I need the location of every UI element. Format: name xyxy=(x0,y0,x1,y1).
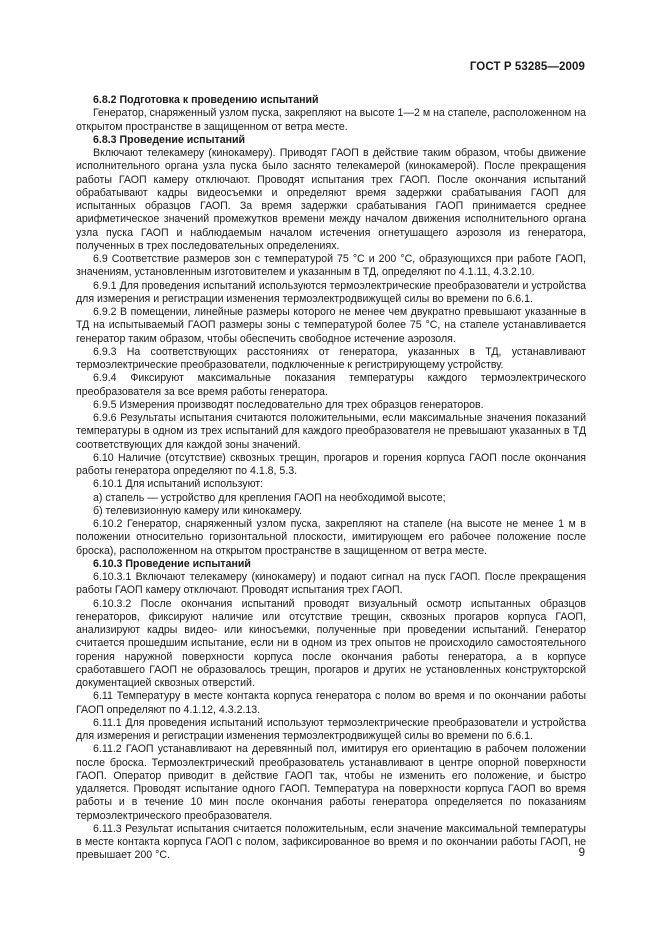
document-header: ГОСТ Р 53285—2009 xyxy=(469,61,585,73)
paragraph: 6.10.3.2 После окончания испытаний проводят визуальный осмотр испытанных образцов генераторов, фиксируют наличие или отсутствие трещин, сквозных прогаров корпуса ГАОП, анализируют кадры видео- или киносъемки, полученные при проведении испытаний. Генератор считается прошедшим испытание, если ни в одном из трех опытов не происходило самостоятельного горения наружной поверхности корпуса после окончания работы генератора, а в корпусе сработавшего ГАОП не образовалось трещин, прогаров и других не установленных конструкторской документацией сквозных отверстий. xyxy=(76,597,586,689)
paragraph: 6.9 Соответствие размеров зон с температурой 75 °С и 200 °С, образующихся при работе ГАОП, значениям, установленным изготовителем и указанным в ТД, определяют по 4.1.11, 4.3.2.10. xyxy=(76,253,586,279)
section-heading: 6.8.2 Подготовка к проведению испытаний xyxy=(93,94,319,106)
page-number: 9 xyxy=(578,847,585,859)
paragraph: Генератор, снаряженный узлом пуска, закрепляют на высоте 1—2 м на стапеле, расположенном на открытом пространстве в защищенном от ветра месте. xyxy=(76,107,587,133)
paragraph: 6.10.2 Генератор, снаряженный узлом пуска, закрепляют на стапеле (на высоте не менее 1 м в положении относительно горизонтальной плоскости, имитирующем его рабочее положение после броска), расположенном на открытом пространстве в защищенном от ветра месте. xyxy=(76,518,586,557)
paragraph: 6.9.2 В помещении, линейные размеры которого не менее чем двукратно превышают указанные в ТД на испытываемый ГАОП размеры зоны с температурой более 75 °С, на стапеле устанавливается генератор таким образом, чтобы обеспечить свободное истечение аэрозоля. xyxy=(76,306,586,345)
paragraph: 6.11.2 ГАОП устанавливают на деревянный пол, имитируя его ориентацию в рабочем положении после броска. Термоэлектрический преобразователь устанавливают в центре опорной поверхности ГАОП. Оператор приводит в действие ГАОП так, чтобы не изменить его положение, и быстро удаляется. Проводят испытание одного ГАОП. Температура на поверхности корпуса ГАОП во время работы и в течение 10 мин после окончания работы генератора определяется по показаниям термоэлектрического преобразователя. xyxy=(76,743,586,822)
paragraph: 6.9.4 Фиксируют максимальные показания температуры каждого термоэлектрического преобразователя за все время работы генератора. xyxy=(76,372,586,398)
paragraph: 6.9.6 Результаты испытания считаются положительными, если максимальные значения показаний температуры в одном из трех испытаний для каждого преобразователя не превышают указанных в ТД соответствующих для каждой зоны значений. xyxy=(76,412,586,451)
section-heading: 6.8.3 Проведение испытаний xyxy=(93,133,246,146)
paragraph: 6.11 Температуру в месте контакта корпуса генератора с полом во время и по окончании работы ГАОП определяют по 4.1.12, 4.3.2.13. xyxy=(76,690,586,716)
paragraph: 6.9.1 Для проведения испытаний используются термоэлектрические преобразователи и устройства для измерения и регистрации изменения термоэлектродвижущей силы во времени по 6.6.1. xyxy=(76,279,586,305)
paragraph: 6.10 Наличие (отсутствие) сквозных трещин, прогаров и горения корпуса ГАОП после окончания работы генератора определяют по 4.1.8, 5.3. xyxy=(76,451,586,477)
list-item: а) стапель — устройство для крепления ГАОП на необходимой высоте; xyxy=(93,491,446,504)
section-heading: 6.10.3 Проведение испытаний xyxy=(93,557,251,570)
paragraph: 6.10.1 Для испытаний используют: xyxy=(93,478,264,491)
list-item: б) телевизионную камеру или кинокамеру. xyxy=(93,504,303,517)
paragraph: Включают телекамеру (кинокамеру). Приводят ГАОП в действие таким образом, чтобы движение исполнительного органа узла пуска было заснято телекамерой (кинокамерой). После прекращения работы ГАОП камеру отключают. Проводят испытания трех ГАОП. После окончания испытаний обрабатывают кадры видеосъемки и определяют время задержки срабатывания ГАОП для испытанных образцов ГАОП. За время задержки срабатывания ГАОП принимается среднее арифметическое значений промежутков времени между началом движения исполнительного органа узла пуска ГАОП и наблюдаемым началом истечения огнетушащего аэрозоля из генератора, полученных в трех последовательных определениях. xyxy=(76,147,586,252)
paragraph: 6.11.1 Для проведения испытаний используют термоэлектрические преобразователи и устройства для измерения и регистрации изменения термоэлектродвижущей силы во времени по 6.6.1. xyxy=(76,716,586,742)
paragraph: 6.11.3 Результат испытания считается положительным, если значение максимальной температуры в месте контакта корпуса ГАОП с полом, зафиксированное во время и по окончании работы ГАОП, не превышает 200 °С. xyxy=(76,822,586,862)
document-body xyxy=(76,94,586,863)
paragraph: 6.9.5 Измерения производят последовательно для трех образцов генераторов. xyxy=(93,398,484,411)
paragraph: 6.9.3 На соответствующих расстояниях от генератора, указанных в ТД, устанавливают термоэлектрические преобразователи, подключенные к регистрирующему устройству. xyxy=(76,345,586,371)
paragraph: 6.10.3.1 Включают телекамеру (кинокамеру) и подают сигнал на пуск ГАОП. После прекращения работы ГАОП камеру отключают. Проводят испытания трех ГАОП. xyxy=(76,571,586,597)
